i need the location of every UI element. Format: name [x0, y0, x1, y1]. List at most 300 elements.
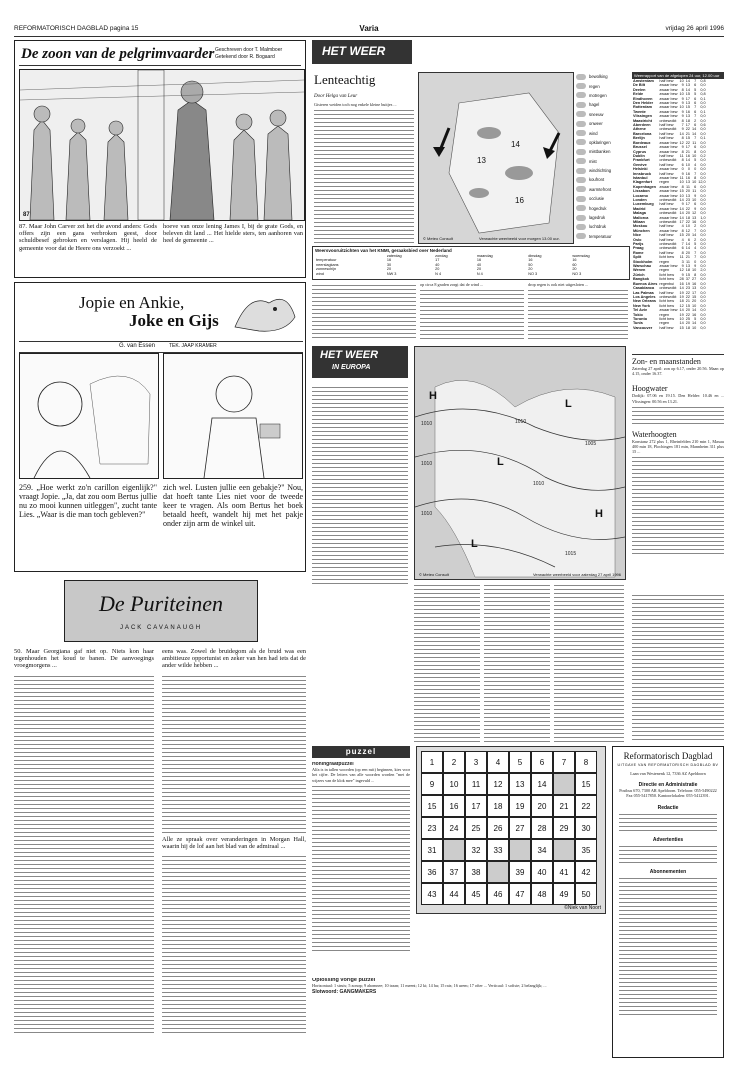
legend-item [576, 157, 628, 166]
svg-text:1010: 1010 [421, 461, 433, 467]
weather-cell: regen [659, 321, 670, 326]
weather-cell: 2 [694, 224, 697, 229]
weather-cell: 18 [685, 325, 690, 330]
weather-cell: 14 [679, 215, 684, 220]
weather-cell: 10 [679, 316, 684, 321]
weather-cell: 0,8 [700, 92, 706, 97]
weather-cell: 0,0 [700, 242, 706, 247]
legend-item [576, 213, 628, 222]
pelgrim-panel-number: 87 [23, 212, 30, 218]
forecast-cell: 20 [435, 267, 440, 272]
puriteinen-section [14, 580, 306, 1060]
weather-cell: 0 [681, 167, 684, 172]
legend-symbol-icon [576, 74, 586, 80]
legend-item [576, 203, 628, 212]
legend-label: koufront [589, 177, 605, 183]
weather-cell: Milaan [633, 220, 645, 224]
weather-cell: 10 [679, 193, 684, 198]
forecast-title: Weersvooruitzichten van het KNMI, geraaksbied over Nederland [315, 248, 452, 253]
legend-symbol-icon [576, 121, 586, 127]
weather-cell: 6 [681, 246, 684, 251]
weather-cell: 19 [679, 294, 684, 299]
weather-cell: München [633, 228, 650, 233]
weather-cell: 14 [679, 131, 684, 136]
jopie-title-line1: Jopie en Ankie, [79, 293, 185, 312]
weather-cell: Wenen [633, 268, 646, 273]
weather-cell: 5 [694, 316, 697, 321]
forecast-day: zondag [435, 254, 448, 258]
weather-cell: zwaar bew [659, 149, 678, 154]
weather-cell: zwaar bew [659, 308, 678, 313]
weather-cell: De Bilt [633, 83, 646, 88]
puzzle-cell: 26 [487, 817, 509, 839]
weather-cell: half bew [659, 123, 674, 128]
weather-cell: Stockholm [633, 259, 653, 264]
puzzle-cell: 2 [443, 751, 465, 773]
weather-cell: 0,0 [700, 127, 706, 132]
weather-cell: zwaar bew [659, 109, 678, 114]
hoogwater-text: Dodijk: 07.06 en 19.15. Den Helder: 10.46 en ... Vlissingen: 00.56 en 13.21. [632, 393, 724, 404]
weather-cell: 14 [691, 233, 697, 238]
weather-cell: 9 [681, 202, 684, 207]
weather-cell: 8 [681, 228, 684, 233]
puzzle-cell: 39 [509, 861, 531, 883]
weather-cell: 13 [685, 264, 690, 269]
weather-cell: 10 [679, 105, 684, 110]
text-filler [162, 853, 306, 1033]
weather-cell: Helsinki [633, 167, 648, 172]
weather-cell: 8 [681, 158, 684, 163]
weather-cell: 0,0 [700, 211, 706, 216]
weather-cell: 0 [687, 167, 690, 172]
weather-cell: 10 [685, 162, 690, 167]
weather-cell: Maastricht [633, 118, 652, 123]
legend-symbol-icon [576, 149, 586, 155]
weather-cell: Tel Aviv [633, 308, 647, 313]
weather-cell: 19 [685, 281, 690, 286]
weather-cell: Vancouver [633, 325, 653, 330]
weather-cell: Warschau [633, 264, 652, 269]
weather-cell: 4 [681, 237, 684, 242]
europa-logo-sub: IN EUROPA [332, 364, 371, 371]
weather-cell: 0,0 [700, 140, 706, 145]
pelgrim-header [19, 45, 301, 66]
jopie-text-left: 259. „Hoe werkt zo'n carillon eigenlijk?" vraagt Jopie. „Ja, dat zou oom Bertus jullie nu zo mooi kunnen uitleggen", zucht tante Lies. „Waar is die man toch gebleven?" [19, 483, 157, 519]
puriteinen-author: JACK CAVANAUGH [119, 625, 203, 631]
puzzle-cell: 12 [487, 773, 509, 795]
weather-cell: 22 [685, 294, 690, 299]
weather-cell: 20 [685, 250, 690, 255]
pelgrim-title: De zoon van de pelgrimvaarder [21, 46, 215, 62]
puzzel-title: puzzel [345, 747, 377, 756]
weather-cell: 15 [679, 325, 684, 330]
weather-cell: 0,2 [700, 153, 706, 158]
weather-cell: half bew [659, 153, 674, 158]
legend-label: mist [589, 158, 597, 164]
puzzle-cell: 15 [575, 773, 597, 795]
legend-label: onweer [589, 121, 603, 127]
cat-icon [229, 287, 301, 335]
text-filler [632, 404, 724, 424]
forecast-cell: 50 [528, 262, 533, 267]
weather-cell: zwaar bew [659, 215, 678, 220]
weather-cell: zwaar bew [659, 184, 678, 189]
weather-cell: Parijs [633, 242, 644, 247]
weather-cell: 0,0 [700, 145, 706, 150]
puzzle-cell: 17 [465, 795, 487, 817]
weather-cell: 22 [685, 140, 690, 145]
forecast-cell: NO 3 [572, 271, 582, 276]
weather-cell: 0,0 [700, 101, 706, 106]
weather-cell: Locarno [633, 193, 648, 198]
weather-cell: 8 [694, 175, 697, 180]
weather-row [632, 308, 707, 312]
weather-cell: zwaar bew [659, 105, 678, 110]
zon-title: Zon- en maanstanden [632, 354, 724, 366]
forecast-cell: 20 [476, 267, 482, 272]
weather-cell: onbewolkt [659, 286, 677, 291]
weather-cell: 0,0 [700, 105, 706, 110]
weather-cell: 14 [685, 158, 690, 163]
hoogwater-title: Hoogwater [632, 384, 668, 394]
weather-cell: 11 [692, 189, 697, 194]
weather-cell: 23 [685, 197, 690, 202]
puzzle-cell: 14 [531, 773, 553, 795]
weather-cell: 9 [694, 264, 697, 269]
oplossing-section [312, 978, 608, 1058]
weather-cell: 13 [685, 114, 690, 119]
weather-cell: 0,0 [700, 281, 706, 286]
weather-cell: Frankfurt [633, 158, 650, 163]
weather-cell: zwaar bew [659, 92, 678, 97]
weather-cell: 25 [685, 316, 690, 321]
weather-cell: 2 [694, 118, 697, 123]
weather-cell: 14 [685, 79, 690, 83]
weather-cell: 16 [685, 109, 690, 114]
puzzle-cell: 22 [575, 795, 597, 817]
weather-cell: 22 [685, 206, 690, 211]
text-filler [312, 783, 410, 953]
puzzle-cell: 34 [531, 839, 553, 861]
weather-cell: Toronto [633, 316, 648, 321]
knmi-forecast [312, 246, 630, 280]
text-filler [619, 843, 717, 863]
weather-cell: 0,0 [700, 149, 706, 154]
weather-cell: 21 [685, 149, 690, 154]
legend-item [576, 119, 628, 128]
weer-logo [312, 40, 412, 64]
weather-cell: 4 [681, 224, 684, 229]
weather-cell: Kopenhagen [633, 184, 656, 189]
weather-cell: 0,0 [700, 316, 706, 321]
weather-cell: 12 [685, 228, 690, 233]
weather-cell: 0,0 [700, 259, 706, 264]
weather-cell: Londen [633, 197, 647, 202]
puzzle-cells [421, 751, 601, 905]
weather-cell: 19 [679, 312, 684, 317]
weather-cell: Lissabon [633, 189, 650, 194]
weather-cell: 0,6 [700, 123, 706, 128]
weather-cell: 9 [681, 83, 684, 88]
jopie-title-line2: Joke en Gijs [129, 311, 219, 330]
puriteinen-text-col2 [162, 648, 306, 1050]
weather-cell: Eindhoven [633, 96, 653, 101]
nl-map-drawing [419, 73, 573, 243]
weather-cell: 13 [691, 286, 697, 291]
weather-cell: regen [659, 259, 670, 264]
woman-drawing [20, 354, 158, 478]
forecast-cell: 20 [386, 267, 392, 272]
weather-cell: Nice [633, 233, 642, 238]
weather-cell: 18 [679, 299, 684, 304]
svg-text:L: L [497, 456, 504, 468]
colophon-sub: UITGAVE VAN REFORMATORISCH DAGBLAD BV [617, 763, 719, 767]
weather-cell: 0,0 [700, 233, 706, 238]
weather-cell: Cyprus [633, 149, 647, 154]
weather-cell: 0,0 [700, 277, 706, 282]
puzzle-cell: 30 [575, 817, 597, 839]
europe-weather-map [414, 346, 626, 580]
weather-cell: 6 [694, 184, 697, 189]
puzzle-cell: 20 [531, 795, 553, 817]
weather-cell: 12 [691, 211, 697, 216]
weather-cell: licht bew [659, 277, 675, 282]
weather-cell: Dublin [633, 153, 645, 158]
weather-cell: 0,0 [700, 87, 706, 92]
weather-cell: 9 [694, 206, 697, 211]
text-filler [619, 811, 717, 831]
forecast-cell: NW 3 [386, 271, 397, 276]
puriteinen-text-1: 50. Maar Georgiana gaf niet op. Niets kon haar tegenhouden het koud te banen. De aanvoegings vroegmorgens ... [14, 648, 154, 670]
slotwoord: Slotwoord: GANGMAKERS [312, 989, 377, 996]
pelgrim-text-right: hoeve van onze lening James I, bij de grate Gods, en beleven dit land ... Het hielde sters, ten aanhoren van heel de gemeente ... [163, 223, 303, 245]
weather-cell: 11 [679, 153, 684, 158]
weather-cell: Oslo [633, 237, 642, 242]
weather-cell: 19 [679, 290, 684, 295]
weer-col-1 [312, 282, 416, 340]
legend-item [576, 232, 628, 241]
weer-col-3 [528, 282, 628, 340]
weather-cell: 0,0 [700, 272, 706, 277]
legend-label: windrichting [589, 168, 612, 174]
text-filler [312, 384, 408, 584]
pelgrim-credit-writer: Geschreven door T. Malmboer [215, 47, 283, 53]
weather-cell: 0,0 [700, 175, 706, 180]
puzzle-cell [487, 861, 509, 883]
legend-label: luchtdruk [589, 224, 606, 230]
legend-item [576, 100, 628, 109]
weather-cell: zwaar bew [659, 83, 678, 88]
weather-cell: onbewolkt [659, 158, 677, 163]
puzzle-cell [553, 839, 575, 861]
weather-cell: 0,0 [700, 206, 706, 211]
weather-cell: half bew [659, 136, 674, 141]
puzzle-cell: 15 [421, 795, 443, 817]
jopie-panel-right [163, 353, 303, 479]
weather-cell: 16 [679, 281, 684, 286]
weather-cell: zwaar bew [659, 101, 678, 106]
weather-cell: half bew [659, 171, 674, 176]
europa-logo-text: HET WEER [320, 349, 379, 361]
weather-cell: Madrid [633, 206, 646, 211]
puzzle-cell: 6 [531, 751, 553, 773]
weather-cell: 17 [685, 123, 690, 128]
legend-symbol-icon [576, 102, 586, 108]
legend-item [576, 138, 628, 147]
waterhoogten-title: Waterhoogten [632, 429, 677, 439]
weather-cell: licht bew [659, 255, 675, 260]
man-drawing [164, 354, 302, 478]
puzzle-cell: 40 [531, 861, 553, 883]
puzzle-cell: 4 [487, 751, 509, 773]
forecast-cell: 16 [528, 258, 533, 263]
weather-cell: 14 [679, 308, 684, 313]
weather-cell: 0 [694, 259, 697, 264]
weather-cell: half bew [659, 233, 674, 238]
weather-cell: 8 [681, 118, 684, 123]
svg-text:H: H [595, 508, 603, 520]
forecast-label: temperatuur [316, 258, 337, 263]
europa-text [312, 384, 408, 584]
weather-cell: 9 [681, 101, 684, 106]
weather-cell: 0,0 [700, 162, 706, 167]
weer-intro-text: Gisteren weiden toch nog enkele kleine buitjes ... [314, 102, 397, 107]
weather-cell: 10 [691, 303, 697, 308]
weather-cell: 20 [685, 233, 690, 238]
weather-cell: 0,0 [700, 118, 706, 123]
weather-cell: licht bew [659, 316, 675, 321]
masthead-left: REFORMATORISCH DAGBLAD pagina 15 [14, 25, 139, 32]
legend-label: regen [589, 83, 600, 89]
weather-cell: 18 [685, 118, 690, 123]
puzzle-cell: 31 [421, 839, 443, 861]
weather-cell: 0,0 [700, 197, 706, 202]
weather-cell: Tunis [633, 321, 643, 326]
weather-cell: 17 [685, 96, 690, 101]
text-filler [420, 287, 524, 339]
weather-cell: regenbui [659, 281, 675, 286]
weer-byline: Door Helga van Leur [314, 94, 358, 99]
weather-cell: 9 [681, 114, 684, 119]
jopie-panel-left [19, 353, 159, 479]
jopie-header [19, 287, 303, 339]
forecast-table [315, 254, 627, 276]
weather-cell: 16 [691, 281, 697, 286]
weather-cell: 9 [694, 193, 697, 198]
weather-cell: 0,1 [700, 96, 706, 101]
weather-cell: 17 [685, 202, 690, 207]
colophon-text: Postbus 670, 7300 AR Apeldoorn. Telefoon: 055-5490222 Fax 055-5417850. Kantoorlokalen: 055-5412391. [619, 788, 717, 799]
puzzel-header [312, 746, 410, 758]
weather-cell: zwaar bew [659, 167, 678, 172]
weather-cell: 16 [685, 171, 690, 176]
text-filler [162, 673, 306, 833]
weather-cell: 17 [685, 145, 690, 150]
weather-cell: Split [633, 255, 642, 260]
weather-cell: 17 [691, 290, 697, 295]
weather-cell: 9 [681, 109, 684, 114]
pelgrim-credit-artist: Getekend door R. Bogaard [215, 54, 275, 60]
weather-cell: 5 [694, 158, 697, 163]
weather-cell: 0,0 [700, 246, 706, 251]
weather-cell: 13 [691, 215, 697, 220]
weather-cell: 11 [686, 259, 690, 264]
weather-cell: onbewolkt [659, 127, 677, 132]
weather-cell: 22 [685, 127, 690, 132]
weather-cell: 10 [685, 224, 690, 229]
puzzle-cell [509, 839, 531, 861]
weather-cell: 13 [685, 101, 690, 106]
weather-cell: 17 [679, 220, 684, 224]
forecast-label: zonneschijn [316, 267, 337, 272]
weather-row [632, 189, 707, 193]
puzzle-cell: 50 [575, 883, 597, 905]
europa-caption: Verwachte weerbeeld voor zaterdag 27 april 1996 [532, 572, 621, 577]
svg-text:L: L [565, 398, 572, 410]
weather-cell: 8 [694, 272, 697, 277]
weather-cell: 0,0 [700, 312, 706, 317]
weather-cell: 0,0 [700, 308, 706, 313]
weather-cell: onbewolkt [659, 294, 677, 299]
weather-cell: 8 [681, 149, 684, 154]
nl-weather-map [418, 72, 574, 244]
legend-symbol-icon [576, 130, 586, 136]
weather-cell: half bew [659, 237, 674, 242]
puzzle-cell: 5 [509, 751, 531, 773]
svg-text:1010: 1010 [515, 419, 527, 425]
weather-cell: 0,0 [700, 83, 706, 88]
legend-label: mistbanken [589, 149, 611, 155]
weather-cell: 0,0 [700, 294, 706, 299]
weather-cell: 0,1 [700, 109, 706, 114]
legend-symbol-icon [576, 186, 586, 192]
weather-cell: 14 [679, 206, 684, 211]
legend-list [576, 72, 628, 241]
weather-cell: 18 [685, 268, 690, 273]
weather-cell: 0,0 [700, 189, 706, 194]
weather-cell: 28 [679, 277, 684, 282]
weather-cell: Praag [633, 246, 644, 251]
weather-cell: 7 [694, 171, 697, 176]
puriteinen-title: De Puriteinen [98, 591, 224, 616]
colophon-directie: Directie en Administratie [638, 782, 698, 789]
weather-cell: 0,0 [700, 224, 706, 229]
weather-cell: 20 [685, 321, 690, 326]
weather-cell: 7 [694, 250, 697, 255]
pelgrim-illustration [19, 69, 305, 221]
weather-cell: 15 [685, 92, 690, 97]
weather-cell: 6 [681, 162, 684, 167]
legend-item [576, 128, 628, 137]
europa-copyright: © Meteo Consult [419, 572, 449, 577]
oplossing-title: Oplossing vorige puzzel [312, 978, 376, 983]
weather-cell: 8 [694, 149, 697, 154]
legend-symbol-icon [576, 224, 586, 230]
legend-symbol-icon [576, 233, 586, 239]
weather-cell: 4 [694, 246, 697, 251]
weather-row [632, 326, 707, 330]
weather-cell: 13 [685, 193, 690, 198]
weather-cell: 14 [685, 246, 690, 251]
legend-label: opklaringen [589, 139, 611, 145]
forecast-day: maandag [476, 254, 493, 258]
weather-cell: zwaar bew [659, 96, 678, 101]
puzzle-cell: 23 [421, 817, 443, 839]
weather-cell: New York [633, 303, 650, 308]
weather-cell: 0,0 [700, 193, 706, 198]
weather-cell: 27 [691, 277, 697, 282]
jopie-artist: TEK. JAAP KRAMER [169, 343, 217, 349]
